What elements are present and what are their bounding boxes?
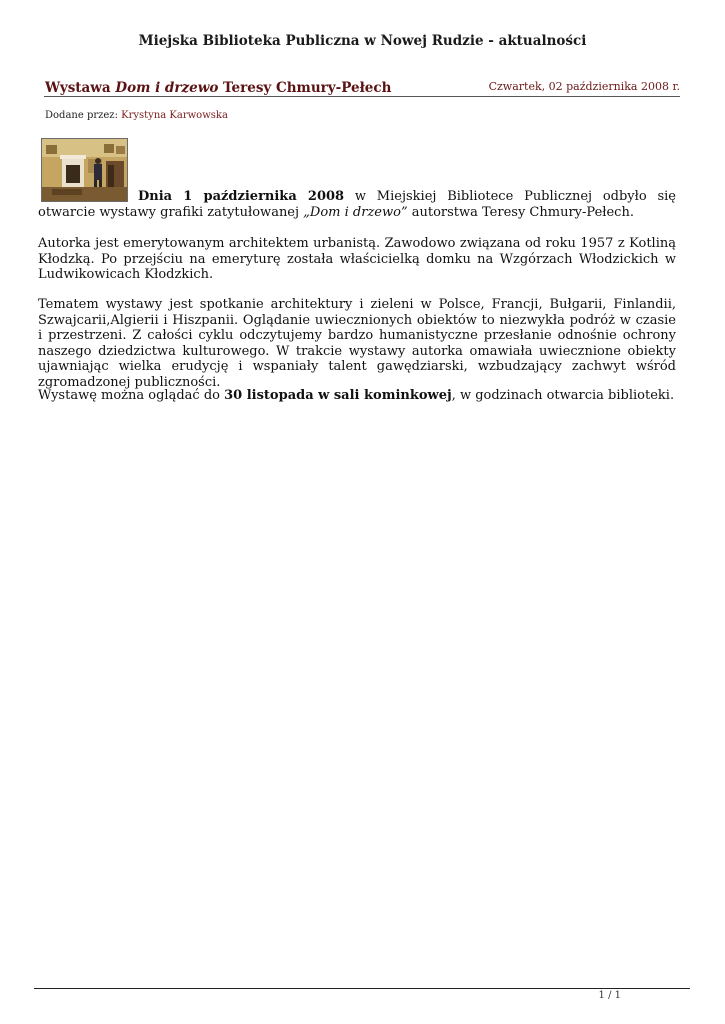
byline-author[interactable]: Krystyna Karwowska: [121, 110, 228, 121]
footer-divider: [34, 988, 690, 989]
article-title-italic: Dom i drzewo: [115, 80, 219, 96]
site-title: Miejska Biblioteka Publiczna w Nowej Rudzie - aktualności: [138, 33, 587, 49]
byline: [45, 110, 228, 121]
paragraph-schedule: [38, 388, 676, 404]
paragraph-opening: [38, 189, 676, 220]
opening-text: w Miejskiej Bibliotece Publicznej odbyło się otwarcie wystawy grafiki zatytułowanej: [38, 189, 676, 220]
page-number: 1 / 1: [598, 990, 621, 1001]
schedule-text-end: , w godzinach otwarcia biblioteki.: [451, 388, 675, 403]
schedule-bold: 30 listopada w sali kominkowej: [224, 388, 452, 403]
paragraph-author: Autorka jest emerytowanym architektem urbanistą. Zawodowo związana od roku 1957 z Kotliną Kłodzką. Po przejściu na emeryturę została właścicielką domku na Wzgórzach Włodzickich w Ludwikowicach Kłodzkich.: [38, 236, 676, 282]
article-title-suffix: Teresy Chmury-Pełech: [218, 80, 392, 96]
article-date: Czwartek, 02 października 2008 r.: [488, 80, 680, 93]
article-header: [44, 80, 680, 97]
opening-text-end: autorstwa Teresy Chmury-Pełech.: [407, 204, 634, 220]
article-title: [45, 80, 391, 96]
byline-label: Dodane przez:: [45, 110, 122, 121]
schedule-text: Wystawę można oglądać do: [38, 388, 225, 403]
paragraph-theme: Tematem wystawy jest spotkanie architektury i zieleni w Polsce, Francji, Bułgarii, Finlandii, Szwajcarii,Algierii i Hiszpanii. Oglądanie uwiecznionych obiektów to niezwykła podróż w czasie i przestrzeni. Z całości cyklu odczytujemy bardzo humanistyczne przesłanie odnośnie ochrony naszego dziedzictwa kulturowego. W trakcie wystawy autorka omawiała uwiecznione obiekty ujawniając wielka erudycję i wspaniały talent gawędziarski, wzbudzający zachwyt wśród zgromadzonej publiczności.: [38, 297, 676, 390]
exhibition-name: „Dom i drzewo”: [303, 204, 408, 220]
article-title-prefix: Wystawa: [45, 80, 116, 96]
opening-date: Dnia 1 października 2008: [138, 189, 345, 204]
